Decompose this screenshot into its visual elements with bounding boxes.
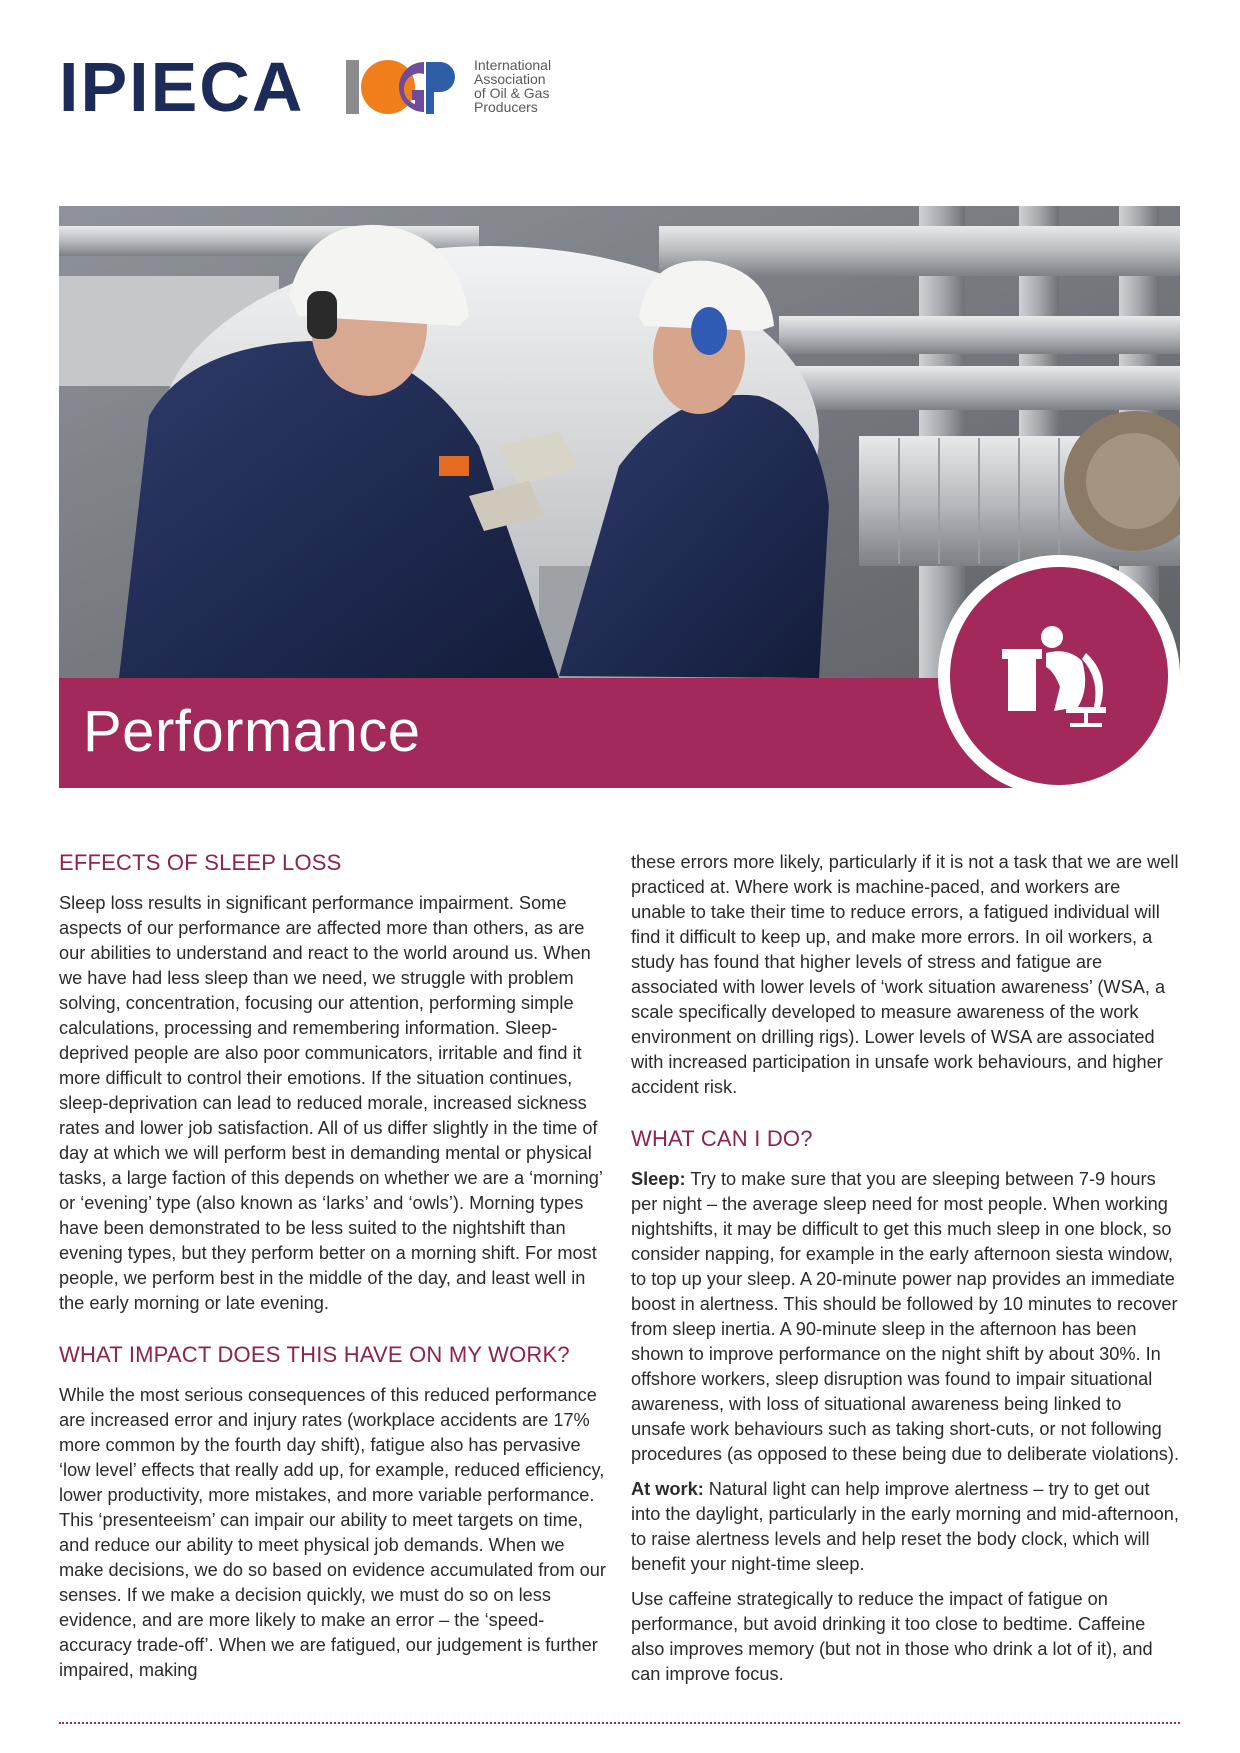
- work-label: At work:: [631, 1479, 704, 1499]
- title-band: [59, 678, 1059, 788]
- section-heading-impact: WHAT IMPACT DOES THIS HAVE ON MY WORK?: [59, 1342, 570, 1367]
- sleep-paragraph: [631, 1167, 1179, 1467]
- impact-paragraph-continued: these errors more likely, particularly if it is not a task that we are well practiced at. Where work is machine-paced, and workers are unable to take their time to reduce errors, a fatigued individual will find it difficult to keep up, and make more errors. In oil workers, a study has found that higher levels of stress and fatigue are associated with lower levels of ‘work situation awareness’ (WSA, a scale specifically developed to measure awareness of the work environment on drilling rigs). Lower levels of WSA are associated with increased participation in unsafe work behaviours, and higher accident risk.: [631, 852, 1179, 1097]
- desk-worker-icon: [950, 567, 1168, 785]
- sleep-text: Try to make sure that you are sleeping between 7-9 hours per night – the average sleep need for most people. When working nightshifts, it may be difficult to get this much sleep in one block, so consider napping, for example in the early afternoon siesta window, to top up your sleep. A 20-minute power nap provides an immediate boost in alertness. This should be followed by 10 minutes to recover from sleep inertia. A 90-minute sleep in the afternoon has been shown to improve performance on the night shift by about 30%. In offshore workers, sleep disruption was found to impair situational awareness, with loss of situational awareness being linked to unsafe work behaviours such as taking short-cuts, or not following procedures (as opposed to these being due to deliberate violations).: [631, 1169, 1180, 1464]
- right-column: [631, 850, 1179, 1697]
- caffeine-paragraph: Use caffeine strategically to reduce the impact of fatigue on performance, but avoid drinking it too close to bedtime. Caffeine also improves memory (but not in those who drink a lot of it), and can improve focus.: [631, 1589, 1153, 1684]
- section-heading-effects: EFFECTS OF SLEEP LOSS: [59, 850, 342, 875]
- left-column: [59, 850, 607, 1693]
- work-text: Natural light can help improve alertness – try to get out into the daylight, particularly in the early morning and mid-afternoon, to raise alertness levels and help reset the body clock, which will benefit your night-time sleep.: [631, 1479, 1179, 1574]
- footer-dotted-rule: [59, 1722, 1180, 1724]
- performance-badge: [938, 555, 1180, 797]
- sleep-label: Sleep:: [631, 1169, 686, 1189]
- iogp-logo: [346, 58, 586, 120]
- work-paragraph: [631, 1477, 1179, 1577]
- iogp-logo-text: International Association of Oil & Gas Producers: [474, 57, 552, 115]
- section-heading-what-can-i-do: WHAT CAN I DO?: [631, 1126, 813, 1151]
- page-title: Performance: [83, 699, 421, 764]
- impact-paragraph: While the most serious consequences of this reduced performance are increased error and injury rates (workplace accidents are 17% more common by the fourth day shift), fatigue also has pervasive ‘low level’ effects that really add up, for example, reduced efficiency, lower productivity, more mistakes, and more variable performance. This ‘presenteeism’ can impair our ability to meet targets on time, and reduce our ability to meet physical job demands. When we make decisions, we do so based on evidence accumulated from our senses. If we make a decision quickly, we must do so on less evidence, and are more likely to make an error – the ‘speed-accuracy trade-off’. When we are fatigued, our judgement is further impaired, making: [59, 1385, 606, 1680]
- effects-paragraph: Sleep loss results in significant performance impairment. Some aspects of our performance are affected more than others, as are our abilities to understand and react to the world around us. When we have had less sleep than we need, we struggle with problem solving, concentration, focusing our attention, performing simple calculations, processing and remembering information. Sleep-deprived people are also poor communicators, irritable and find it more difficult to control their emotions. If the situation continues, sleep-deprivation can lead to reduced morale, increased sickness rates and lower job satisfaction. All of us differ slightly in the time of day at which we will perform best in demanding mental or physical tasks, a large faction of this depends on whether we are a ‘morning’ or ‘evening’ type (also known as ‘larks’ and ‘owls’). Morning types have been demonstrated to be less suited to the nightshift than evening types, but they perform better on a morning shift. For most people, we perform best in the middle of the day, and least well in the early morning or late evening.: [59, 893, 603, 1313]
- iogp-logo-mark: [346, 58, 462, 116]
- ipieca-logo: IPIECA: [59, 48, 305, 126]
